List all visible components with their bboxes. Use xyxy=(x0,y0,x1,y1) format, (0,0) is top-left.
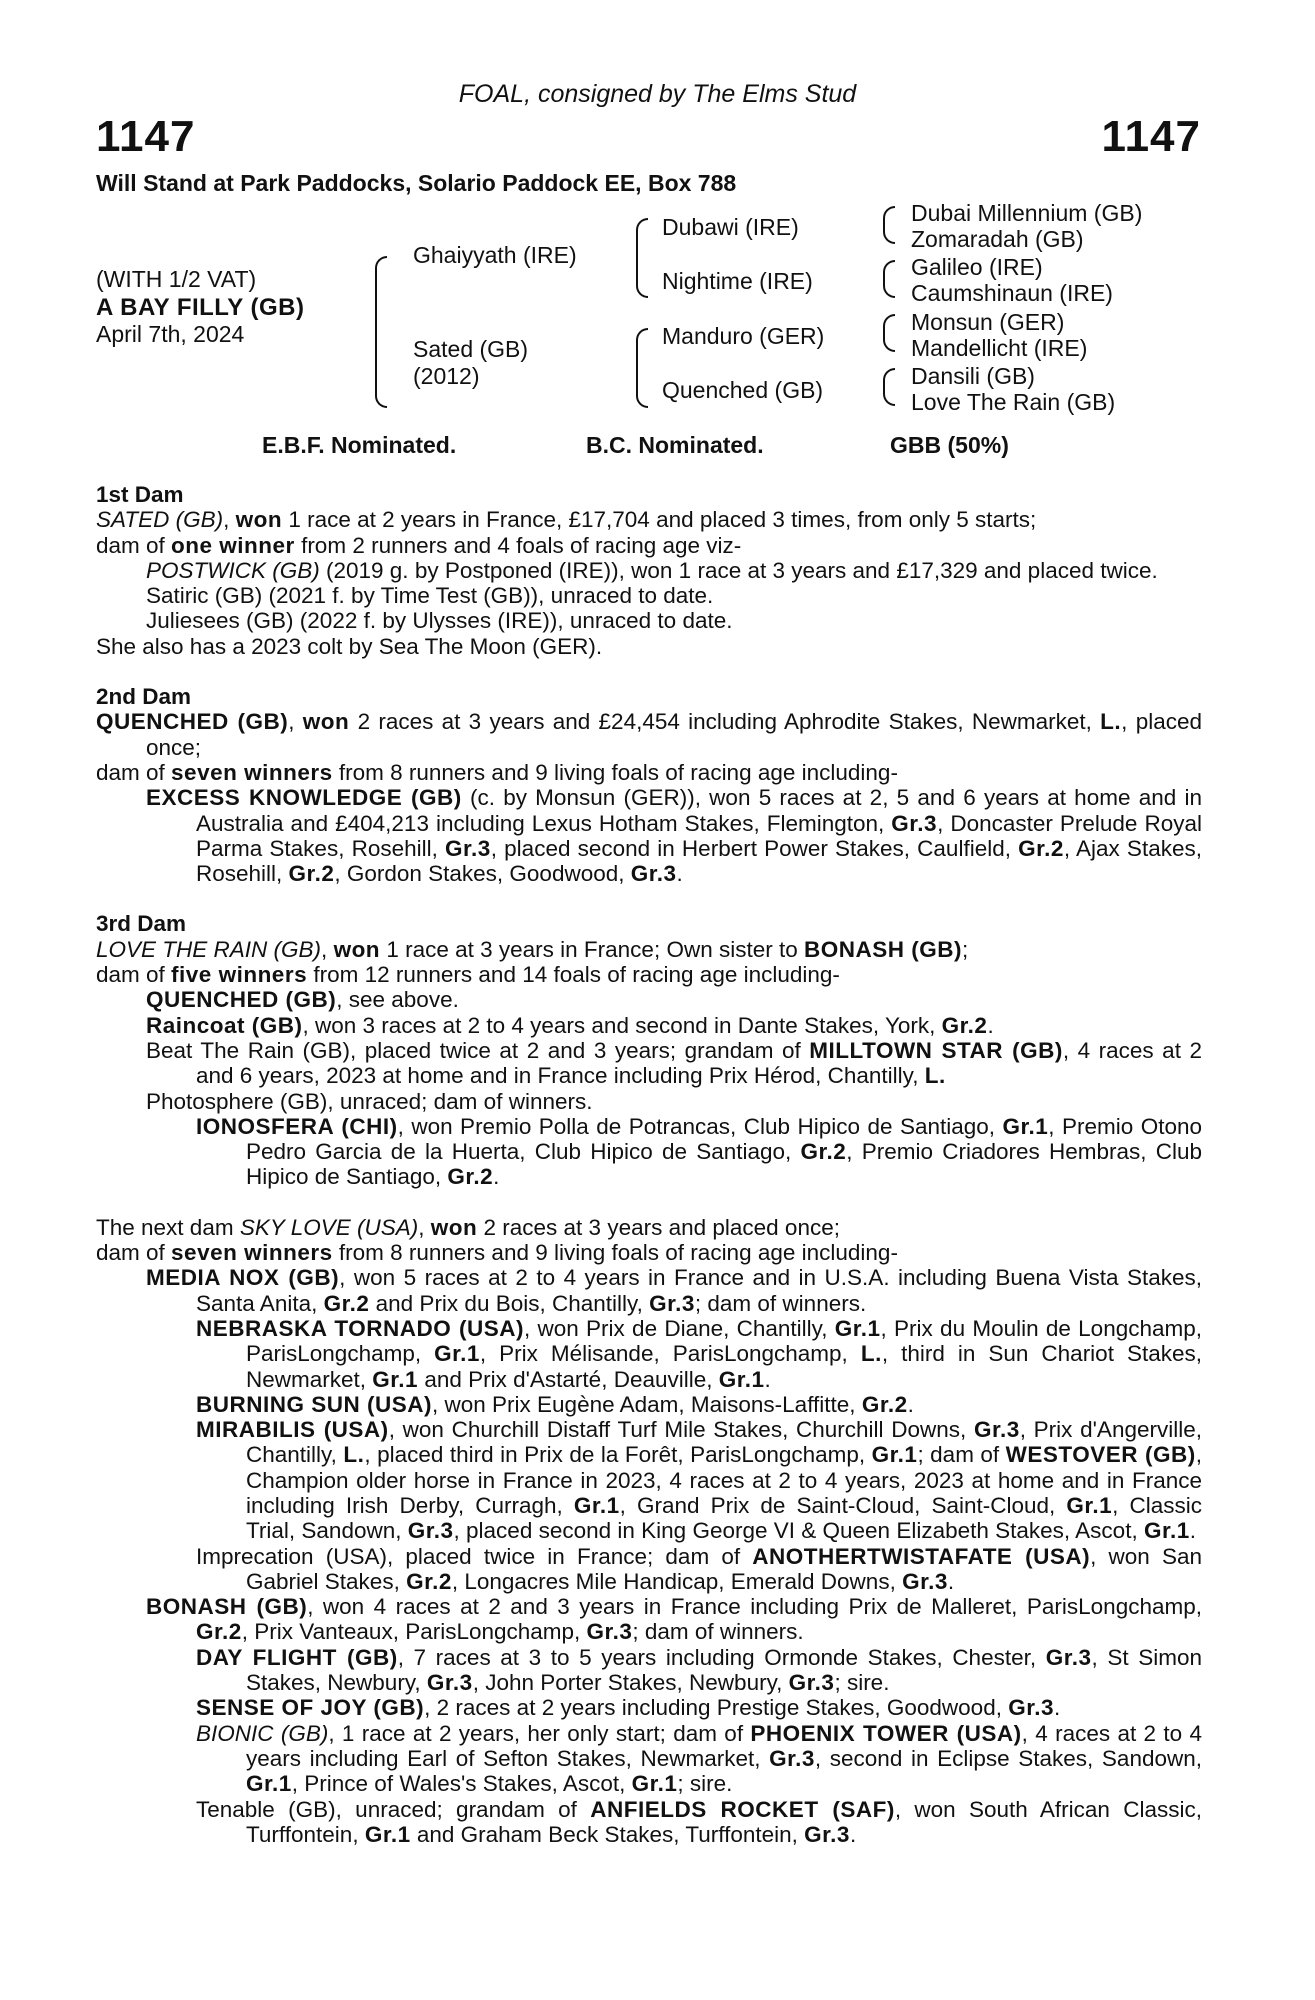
produce-postwick: POSTWICK (GB) (2019 g. by Postponed (IRE)), won 1 race at 3 years and £17,329 and placed twice. xyxy=(146,557,1158,583)
horse-name: A BAY FILLY (GB) xyxy=(96,294,305,321)
produce-excess-knowledge: EXCESS KNOWLEDGE (GB) (c. by Monsun (GER)), won 5 races at 2, 5 and 6 years at home and in Australia and £404,213 including Lexus Hotham Stakes, Flemington, Gr.3, Doncaster Prelude Royal Parma Stakes, Rosehill, Gr.3, placed second in Herbert Power Stakes, Caulfield, Gr.2, Ajax Stakes, Rosehill, Gr.2, Gordon Stakes, Goodwood, Gr.3. xyxy=(146,785,1202,887)
pedigree-brace-main xyxy=(375,256,387,408)
pedigree-g3-4: Caumshinaun (IRE) xyxy=(911,280,1113,306)
produce-bonash: BONASH (GB), won 4 races at 2 and 3 years in France including Prix de Malleret, ParisLongchamp, Gr.2, Prix Vanteaux, ParisLongchamp, Gr.3; dam of winners. xyxy=(146,1594,1202,1645)
second-dam-produce-intro: dam of seven winners from 8 runners and 9 living foals of racing age including- xyxy=(96,759,898,785)
produce-nebraska-tornado: NEBRASKA TORNADO (USA), won Prix de Diane, Chantilly, Gr.1, Prix du Moulin de Longchamp, ParisLongchamp, Gr.1, Prix Mélisande, ParisLongchamp, L., third in Sun Chariot Stakes, Newmarket, Gr.1 and Prix d'Astarté, Deauville, Gr.1. xyxy=(196,1315,1202,1392)
pedigree-brace-g3-1 xyxy=(883,206,895,244)
pedigree-brace-sire xyxy=(636,218,648,298)
produce-quenched: QUENCHED (GB), see above. xyxy=(146,987,459,1013)
second-dam-paragraph: QUENCHED (GB), won 2 races at 3 years and £24,454 including Aphrodite Stakes, Newmarket, L., placed once; xyxy=(96,709,1202,760)
first-dam-paragraph: SATED (GB), won 1 race at 2 years in France, £17,704 and placed 3 times, from only 5 starts; xyxy=(96,507,1037,533)
pedigree-brace-dam xyxy=(636,328,648,408)
ebf-nomination: E.B.F. Nominated. xyxy=(262,432,457,458)
third-dam-produce-intro: dam of five winners from 12 runners and 14 foals of racing age including- xyxy=(96,962,840,988)
section-heading-2nd-dam: 2nd Dam xyxy=(96,684,192,710)
produce-mirabilis: MIRABILIS (USA), won Churchill Distaff Turf Mile Stakes, Churchill Downs, Gr.3, Prix d'Angerville, Chantilly, L., placed third in Prix de la Forêt, ParisLongchamp, Gr.1; dam of WESTOVER (GB), Champion older horse in France in 2023, 4 races at 2 to 4 years, 2023 at home and in France including Irish Derby, Curragh, Gr.1, Grand Prix de Saint-Cloud, Saint-Cloud, Gr.1, Classic Trial, Sandown, Gr.3, placed second in King George VI & Queen Elizabeth Stakes, Ascot, Gr.1. xyxy=(196,1417,1202,1544)
catalogue-body xyxy=(96,482,1202,1847)
pedigree-g3-5: Monsun (GER) xyxy=(911,309,1065,335)
vat-note: (WITH 1/2 VAT) xyxy=(96,266,257,292)
foaling-date: April 7th, 2024 xyxy=(96,321,245,347)
first-dam-produce-intro: dam of one winner from 2 runners and 4 foals of racing age viz- xyxy=(96,532,742,558)
pedigree-sire: Ghaiyyath (IRE) xyxy=(413,242,577,268)
produce-satiric: Satiric (GB) (2021 f. by Time Test (GB)), unraced to date. xyxy=(146,583,714,609)
stand-location: Will Stand at Park Paddocks, Solario Paddock EE, Box 788 xyxy=(96,170,737,196)
pedigree-g3-8: Love The Rain (GB) xyxy=(911,389,1116,415)
pedigree-g3-2: Zomaradah (GB) xyxy=(911,226,1084,252)
pedigree-g3-7: Dansili (GB) xyxy=(911,363,1035,389)
produce-media-nox: MEDIA NOX (GB), won 5 races at 2 to 4 years in France and in U.S.A. including Buena Vista Stakes, Santa Anita, Gr.2 and Prix du Bois, Chantilly, Gr.3; dam of winners. xyxy=(146,1265,1202,1316)
bc-nomination: B.C. Nominated. xyxy=(586,432,764,458)
pedigree-dam: Sated (GB) xyxy=(413,336,529,362)
lot-number-right: 1147 xyxy=(1101,112,1201,161)
pedigree-brace-g3-2 xyxy=(883,260,895,298)
section-heading-3rd-dam: 3rd Dam xyxy=(96,911,187,937)
produce-imprecation: Imprecation (USA), placed twice in France; dam of ANOTHERTWISTAFATE (USA), won San Gabriel Stakes, Gr.2, Longacres Mile Handicap, Emerald Downs, Gr.3. xyxy=(196,1543,1203,1594)
produce-raincoat: Raincoat (GB), won 3 races at 2 to 4 years and second in Dante Stakes, York, Gr.2. xyxy=(146,1012,994,1038)
pedigree-dam-dam: Quenched (GB) xyxy=(662,377,824,403)
next-dam-produce-intro: dam of seven winners from 8 runners and 9 living foals of racing age including- xyxy=(96,1240,898,1266)
produce-juliesees: Juliesees (GB) (2022 f. by Ulysses (IRE)), unraced to date. xyxy=(146,608,733,634)
pedigree-dam-sire: Manduro (GER) xyxy=(662,323,825,349)
gbb-nomination: GBB (50%) xyxy=(890,432,1009,458)
pedigree-brace-g3-3 xyxy=(883,314,895,352)
produce-day-flight: DAY FLIGHT (GB), 7 races at 3 to 5 years including Ormonde Stakes, Chester, Gr.3, St Simon Stakes, Newbury, Gr.3, John Porter Stakes, Newbury, Gr.3; sire. xyxy=(196,1644,1202,1696)
third-dam-paragraph: LOVE THE RAIN (GB), won 1 race at 3 years in France; Own sister to BONASH (GB); xyxy=(96,936,969,962)
pedigree-g3-3: Galileo (IRE) xyxy=(911,254,1043,280)
pedigree-sire-sire: Dubawi (IRE) xyxy=(662,214,799,240)
produce-burning-sun: BURNING SUN (USA), won Prix Eugène Adam, Maisons-Laffitte, Gr.2. xyxy=(196,1391,914,1417)
produce-beat-the-rain: Beat The Rain (GB), placed twice at 2 and 3 years; grandam of MILLTOWN STAR (GB), 4 races at 2 and 6 years, 2023 at home and in France including Prix Hérod, Chantilly, L. xyxy=(146,1037,1202,1089)
produce-bionic: BIONIC (GB), 1 race at 2 years, her only start; dam of PHOENIX TOWER (USA), 4 races at 2 to 4 years including Earl of Sefton Stakes, Newmarket, Gr.3, second in Eclipse Stakes, Sandown, Gr.1, Prince of Wales's Stakes, Ascot, Gr.1; sire. xyxy=(196,1720,1203,1797)
pedigree-g3-1: Dubai Millennium (GB) xyxy=(911,200,1143,226)
pedigree-g3-6: Mandellicht (IRE) xyxy=(911,335,1088,361)
produce-photosphere: Photosphere (GB), unraced; dam of winners. xyxy=(146,1088,593,1114)
produce-sense-of-joy: SENSE OF JOY (GB), 2 races at 2 years including Prestige Stakes, Goodwood, Gr.3. xyxy=(196,1695,1061,1721)
consignment-line: FOAL, consigned by The Elms Stud xyxy=(458,80,857,108)
pedigree-brace-g3-4 xyxy=(883,368,895,406)
next-dam-paragraph: The next dam SKY LOVE (USA), won 2 races at 3 years and placed once; xyxy=(96,1214,840,1240)
pedigree-dam-year: (2012) xyxy=(413,363,480,389)
produce-2023-colt: She also has a 2023 colt by Sea The Moon (GER). xyxy=(96,633,603,659)
produce-tenable: Tenable (GB), unraced; grandam of ANFIELDS ROCKET (SAF), won South African Classic, Turffontein, Gr.1 and Graham Beck Stakes, Turffontein, Gr.3. xyxy=(196,1796,1202,1847)
lot-number-left: 1147 xyxy=(96,112,196,161)
produce-ionosfera: IONOSFERA (CHI), won Premio Polla de Potrancas, Club Hipico de Santiago, Gr.1, Premio Otono Pedro Garcia de la Huerta, Club Hipico de Santiago, Gr.2, Premio Criadores Hembras, Club Hipico de Santiago, Gr.2. xyxy=(196,1113,1202,1190)
section-heading-1st-dam: 1st Dam xyxy=(96,482,184,507)
pedigree-sire-dam: Nightime (IRE) xyxy=(662,268,813,294)
